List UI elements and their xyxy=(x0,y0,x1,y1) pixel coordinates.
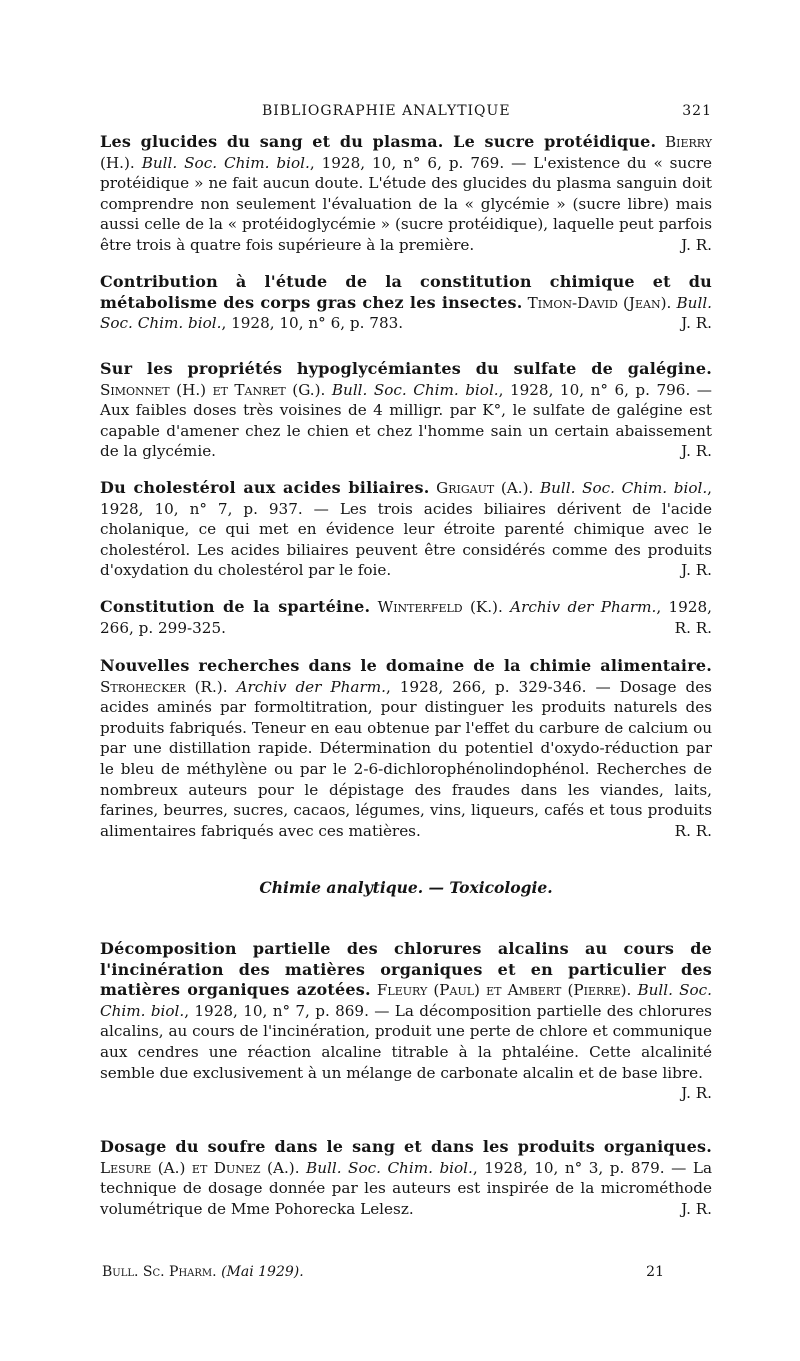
page-number: 321 xyxy=(682,103,712,119)
section-heading: Chimie analytique. — Toxicologie. xyxy=(259,878,553,897)
bibliography-entry xyxy=(100,478,712,581)
bibliography-entry xyxy=(100,1137,712,1219)
entry-signature: J. R. xyxy=(681,1084,712,1103)
entry-signature: R. R. xyxy=(674,821,712,840)
footer-issue-date: (Mai 1929). xyxy=(221,1264,304,1280)
entry-reference: , 1928, 10, n° 7, p. 869. xyxy=(184,1001,369,1020)
entry-authors: Timon-David (Jean). xyxy=(522,293,672,312)
entry-abstract: — Les trois acides biliaires dérivent de l'acide cholanique, ce qui met en évidence leur étroite parenté chimique avec le cholestérol. Les acides biliaires peuvent être considérés comme des produits d'oxydation du cholestérol par le foie. xyxy=(100,499,712,580)
bibliography-entry xyxy=(100,359,712,462)
entry-signature: J. R. xyxy=(681,314,712,333)
entry-authors: Bierry (H.). xyxy=(100,133,713,172)
bibliography-entry xyxy=(100,272,712,334)
entry-title: Sur les propriétés hypoglycémiantes du sulfate de galégine. xyxy=(100,359,712,378)
entry-reference: , 1928, 266, p. 329-346. xyxy=(385,677,587,696)
entry-reference: , 1928, 266, p. 299-325. xyxy=(100,598,713,637)
entry-signature: J. R. xyxy=(681,235,712,254)
entry-title: Nouvelles recherches dans le domaine de la chimie alimentaire. xyxy=(100,656,712,675)
entry-journal: Archiv der Pharm. xyxy=(227,677,386,696)
running-title: BIBLIOGRAPHIE ANALYTIQUE xyxy=(262,103,511,119)
entry-abstract: — L'existence du « sucre protéidique » ne fait aucun doute. L'étude des glucides du plasma sanguin doit comprendre non seulement l'évaluation de la « glycémie » (sucre libre) mais aussi celle de la « protéidoglycémie » (sucre protéidique), laquelle peut parfois être trois à quatre fois supérieure à la première. xyxy=(100,153,713,254)
entry-authors: Strohecker (R.). xyxy=(100,677,228,696)
entry-reference: , 1928, 10, n° 6, p. 796. xyxy=(498,380,691,399)
entry-title: Du cholestérol aux acides biliaires. xyxy=(100,478,430,497)
entry-abstract: — La décomposition partielle des chlorures alcalins, au cours de l'incinération, produit une perte de chlore et communique aux cendres une réaction alcaline titrable à la phtaléine. Cette alcalinité semble due exclusivement à un mélange de carbonate alcalin et de base libre. xyxy=(100,1001,712,1082)
entry-abstract: — La technique de dosage donnée par les auteurs est inspirée de la microméthode volumétrique de Mme Pohorecka Lelesz. xyxy=(100,1158,712,1218)
entry-journal: Bull. Soc. Chim. biol. xyxy=(299,1158,473,1177)
entry-journal: Bull. Soc. Chim. biol. xyxy=(100,293,712,333)
running-head xyxy=(100,103,712,123)
entry-authors: Lesure (A.) et Dunez (A.). xyxy=(100,1158,300,1177)
entry-title: Décomposition partielle des chlorures alcalins au cours de l'incinération des matières organiques et en particulier des matières organiques azotées. xyxy=(100,939,712,1000)
entry-authors: Grigaut (A.). xyxy=(429,479,534,497)
entry-authors: Winterfeld (K.). xyxy=(370,598,503,616)
entry-authors: Simonnet (H.) et Tanret (G.). xyxy=(100,380,326,399)
entry-signature: J. R. xyxy=(681,442,712,461)
footer-journal: Bull. Sc. Pharm. (Mai 1929). xyxy=(102,1264,304,1280)
entry-authors: Fleury (Paul) et Ambert (Pierre). xyxy=(370,981,632,1000)
bibliography-entry xyxy=(100,597,712,638)
entry-reference: , 1928, 10, n° 3, p. 879. xyxy=(472,1158,665,1177)
entry-title: Constitution de la spartéine. xyxy=(100,597,371,616)
footer-signature-number: 21 xyxy=(646,1264,664,1280)
entry-reference: , 1928, 10, n° 7, p. 937. xyxy=(100,479,712,518)
entry-abstract: — Dosage des acides aminés par formoltitration, pour distinguer les produits naturels des produits fabriqués. Teneur en eau obtenue par l'effet du carbure de calcium ou par une distillation rapide. Détermination du potentiel d'oxydo-réduction par le bleu de méthylène ou par le 2-6-dichlorophénolindophénol. Recherches de nombreux auteurs pour le dépistage des fraudes dans les viandes, laits, farines, beurres, sucres, cacaos, légumes, vins, liqueurs, cafés et tous produits alimentaires fabriqués avec ces matières. xyxy=(100,677,712,840)
bibliography-entry xyxy=(100,939,712,1104)
entry-title: Les glucides du sang et du plasma. Le sucre protéidique. xyxy=(100,132,657,151)
entry-signature: J. R. xyxy=(681,1199,712,1218)
entry-reference: , 1928, 10, n° 6, p. 769. xyxy=(309,153,505,172)
entry-reference: , 1928, 10, n° 6, p. 783. xyxy=(221,314,404,333)
entry-journal: Bull. Soc. Chim. biol. xyxy=(533,479,708,497)
entry-abstract: — Aux faibles doses très voisines de 4 milligr. par K°, le sulfate de galégine est capable d'amener chez le chien et chez l'homme sain un certain abaissement de la glycémie. xyxy=(100,380,712,461)
entry-signature: R. R. xyxy=(674,618,712,637)
entry-signature: J. R. xyxy=(681,561,712,580)
entry-title: Contribution à l'étude de la constitution chimique et du métabolisme des corps gras chez les insectes. xyxy=(100,272,712,312)
bibliography-entry xyxy=(100,132,712,256)
bibliography-entry xyxy=(100,656,712,841)
entry-journal: Bull. Soc. Chim. biol. xyxy=(141,153,310,172)
entry-journal: Archiv der Pharm. xyxy=(502,598,657,616)
entry-journal: Bull. Soc. Chim. biol. xyxy=(325,380,499,399)
entry-journal: Bull. Soc. Chim. biol. xyxy=(100,981,712,1020)
entry-title: Dosage du soufre dans le sang et dans les produits organiques. xyxy=(100,1137,712,1156)
